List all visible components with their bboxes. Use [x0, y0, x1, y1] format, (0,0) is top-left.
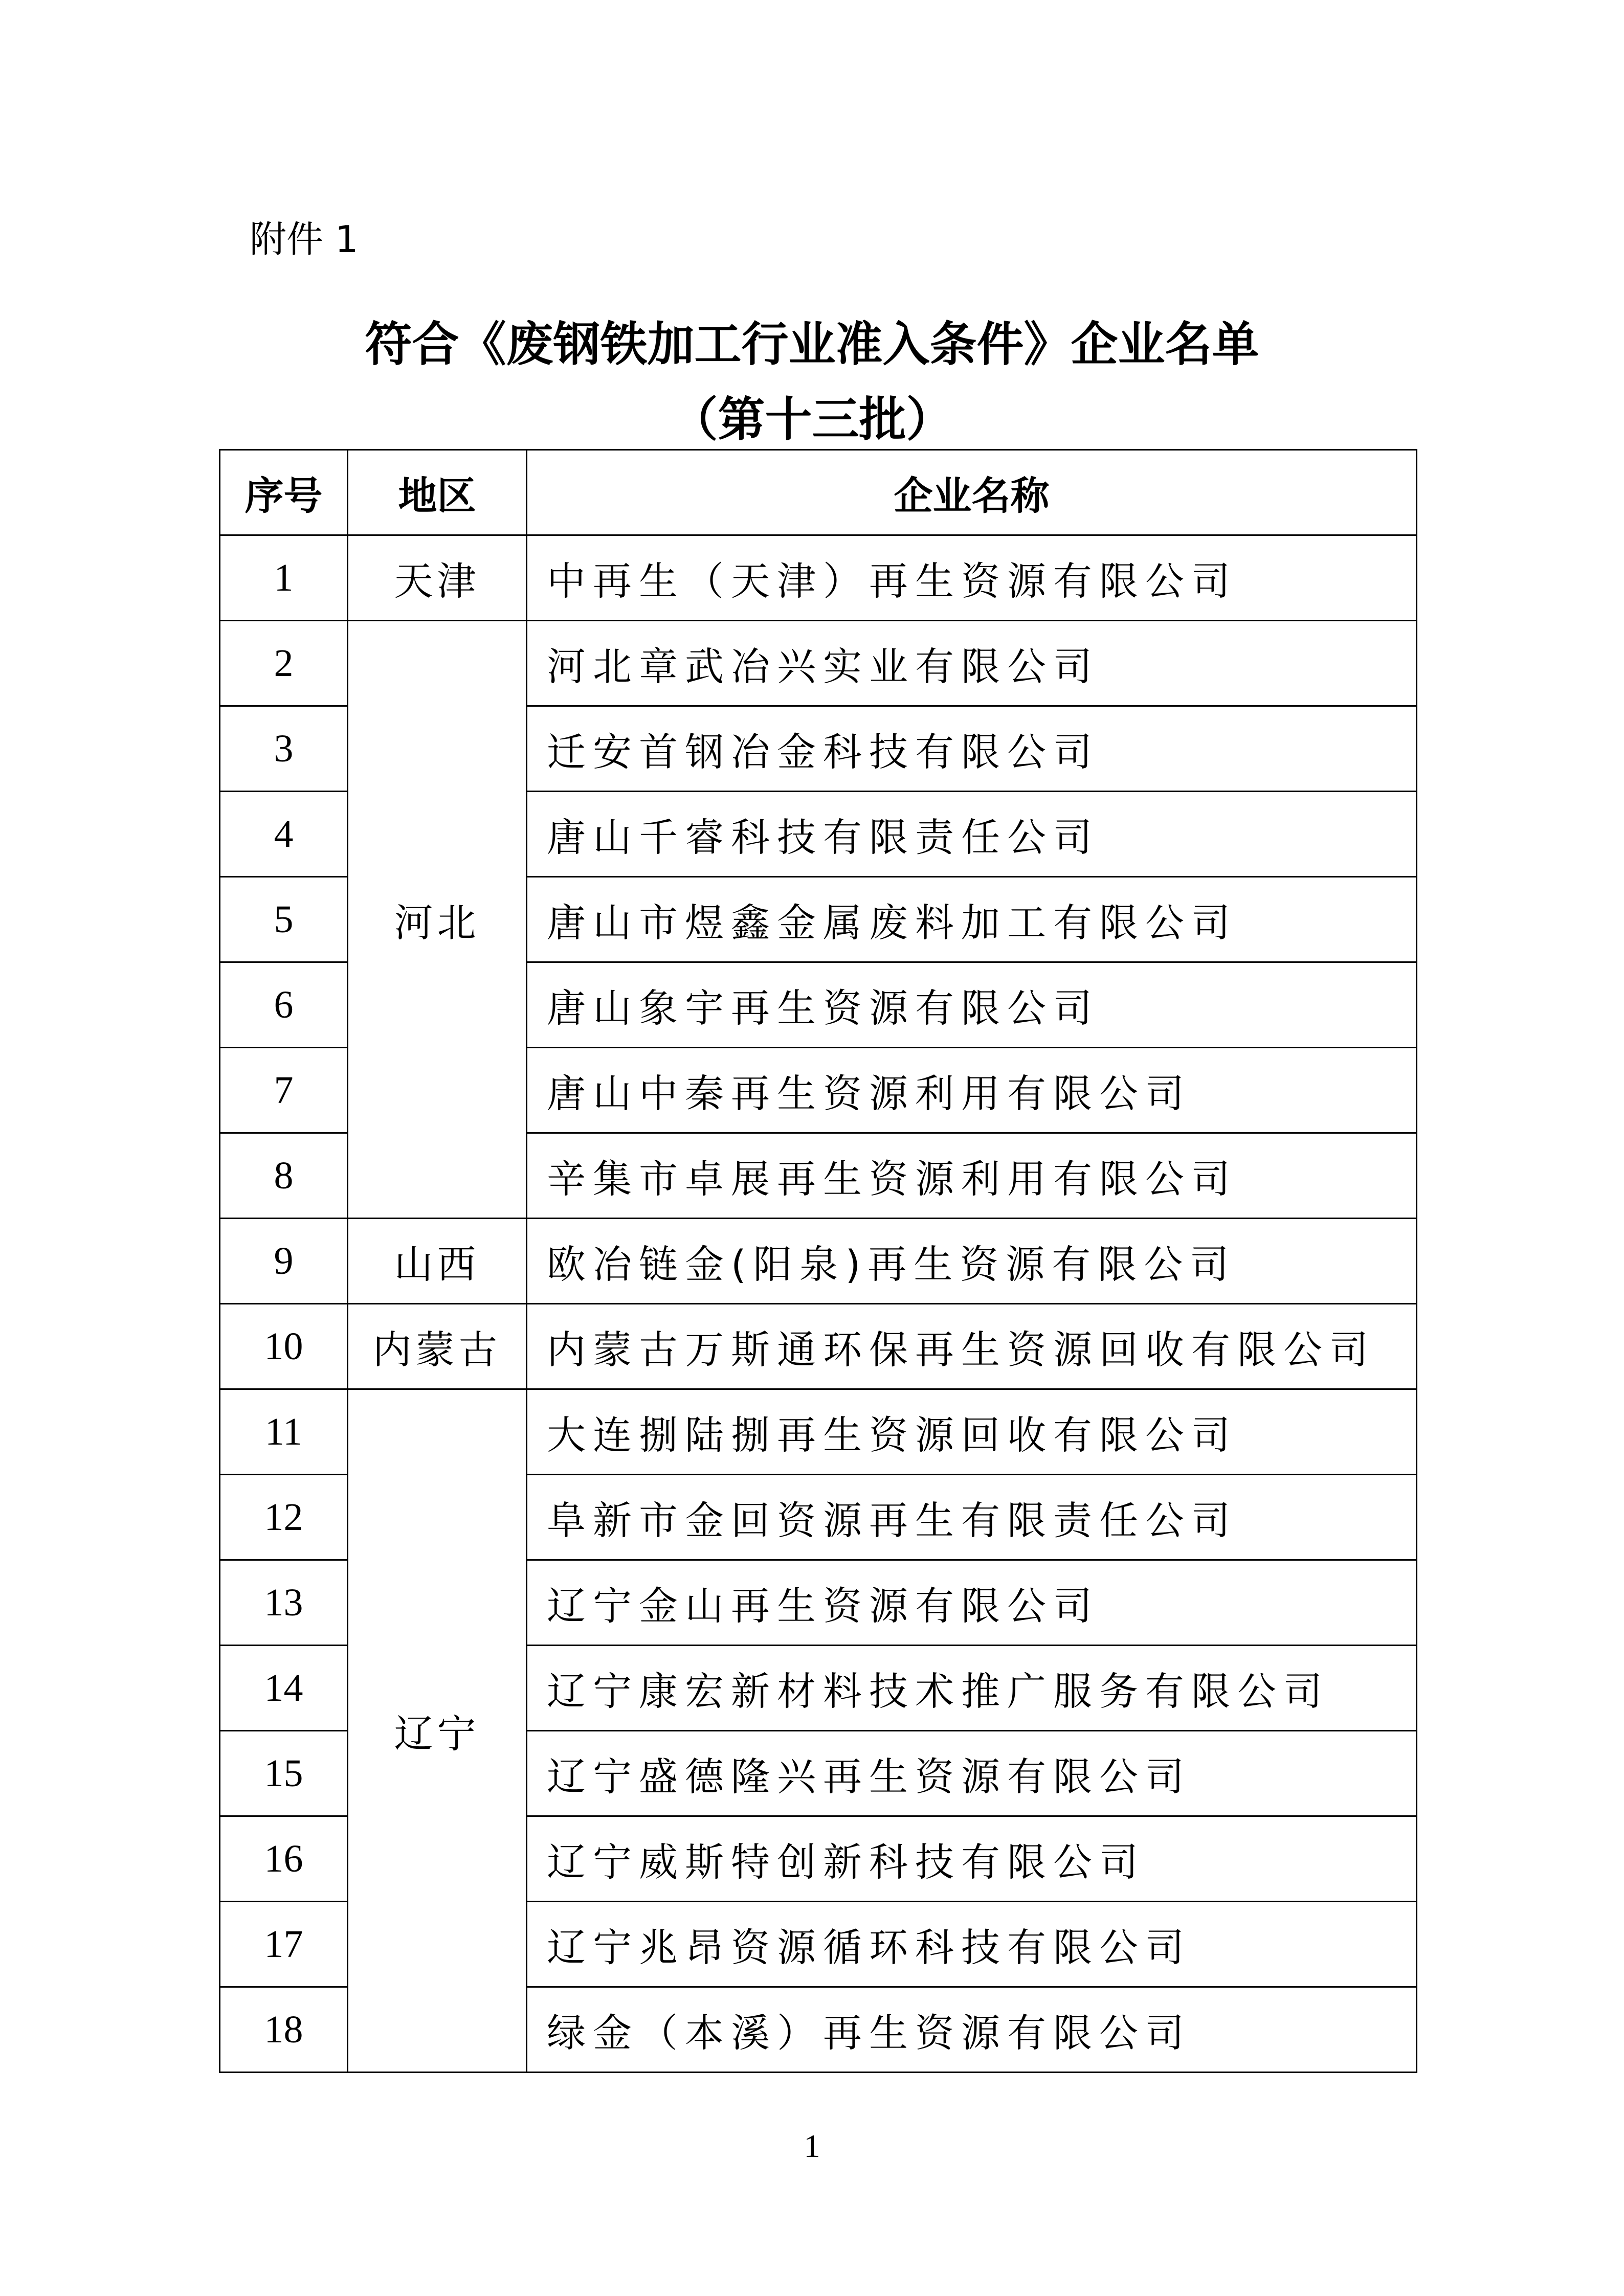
- document-subtitle: （第十三批）: [671, 392, 953, 447]
- region-cell: 山西: [348, 1219, 527, 1304]
- serial-number-cell: 13: [220, 1560, 348, 1646]
- serial-number-cell: 9: [220, 1219, 348, 1304]
- enterprise-table: [219, 449, 1417, 2073]
- attachment-label: 附件 1: [250, 218, 359, 261]
- serial-number-cell: 11: [220, 1389, 348, 1475]
- company-name-cell: 河北章武冶兴实业有限公司: [527, 621, 1417, 706]
- company-name-cell: 辽宁兆昂资源循环科技有限公司: [527, 1902, 1417, 1987]
- serial-number-cell: 7: [220, 1048, 348, 1133]
- serial-number-cell: 8: [220, 1133, 348, 1219]
- serial-number-cell: 10: [220, 1304, 348, 1389]
- serial-number-cell: 17: [220, 1902, 348, 1987]
- company-name-cell: 大连捌陆捌再生资源回收有限公司: [527, 1389, 1417, 1475]
- region-cell: 天津: [348, 535, 527, 621]
- company-name-cell: 唐山象宇再生资源有限公司: [527, 962, 1417, 1048]
- header-company-name: 企业名称: [527, 450, 1417, 535]
- company-name-cell: 内蒙古万斯通环保再生资源回收有限公司: [527, 1304, 1417, 1389]
- company-name-cell: 辛集市卓展再生资源利用有限公司: [527, 1133, 1417, 1219]
- company-name-cell: 唐山千睿科技有限责任公司: [527, 792, 1417, 877]
- serial-number-cell: 15: [220, 1731, 348, 1816]
- serial-number-cell: 4: [220, 792, 348, 877]
- header-region: 地区: [348, 450, 527, 535]
- company-name-cell: 欧冶链金(阳泉)再生资源有限公司: [527, 1219, 1417, 1304]
- region-cell: 内蒙古: [348, 1304, 527, 1389]
- company-name-cell: 中再生（天津）再生资源有限公司: [527, 535, 1417, 621]
- serial-number-cell: 5: [220, 877, 348, 962]
- company-name-cell: 阜新市金回资源再生有限责任公司: [527, 1475, 1417, 1560]
- page-number: 1: [804, 2128, 820, 2164]
- serial-number-cell: 6: [220, 962, 348, 1048]
- region-cell: 河北: [348, 621, 527, 1219]
- serial-number-cell: 16: [220, 1816, 348, 1902]
- table-row: [220, 1389, 1417, 1475]
- company-name-cell: 唐山中秦再生资源利用有限公司: [527, 1048, 1417, 1133]
- table-row: [220, 1304, 1417, 1389]
- company-name-cell: 辽宁威斯特创新科技有限公司: [527, 1816, 1417, 1902]
- serial-number-cell: 2: [220, 621, 348, 706]
- company-name-cell: 辽宁盛德隆兴再生资源有限公司: [527, 1731, 1417, 1816]
- serial-number-cell: 12: [220, 1475, 348, 1560]
- table-row: [220, 1219, 1417, 1304]
- company-name-cell: 迁安首钢冶金科技有限公司: [527, 706, 1417, 792]
- serial-number-cell: 14: [220, 1646, 348, 1731]
- company-name-cell: 辽宁康宏新材料技术推广服务有限公司: [527, 1646, 1417, 1731]
- company-name-cell: 唐山市煜鑫金属废料加工有限公司: [527, 877, 1417, 962]
- table-row: [220, 535, 1417, 621]
- table-body: [220, 535, 1417, 2073]
- table-header-row: [220, 450, 1417, 535]
- serial-number-cell: 3: [220, 706, 348, 792]
- document-title: 符合《废钢铁加工行业准入条件》企业名单: [365, 317, 1259, 372]
- table-row: [220, 621, 1417, 706]
- serial-number-cell: 18: [220, 1987, 348, 2073]
- company-name-cell: 辽宁金山再生资源有限公司: [527, 1560, 1417, 1646]
- region-cell: 辽宁: [348, 1389, 527, 2073]
- serial-number-cell: 1: [220, 535, 348, 621]
- header-serial: 序号: [220, 450, 348, 535]
- company-name-cell: 绿金（本溪）再生资源有限公司: [527, 1987, 1417, 2073]
